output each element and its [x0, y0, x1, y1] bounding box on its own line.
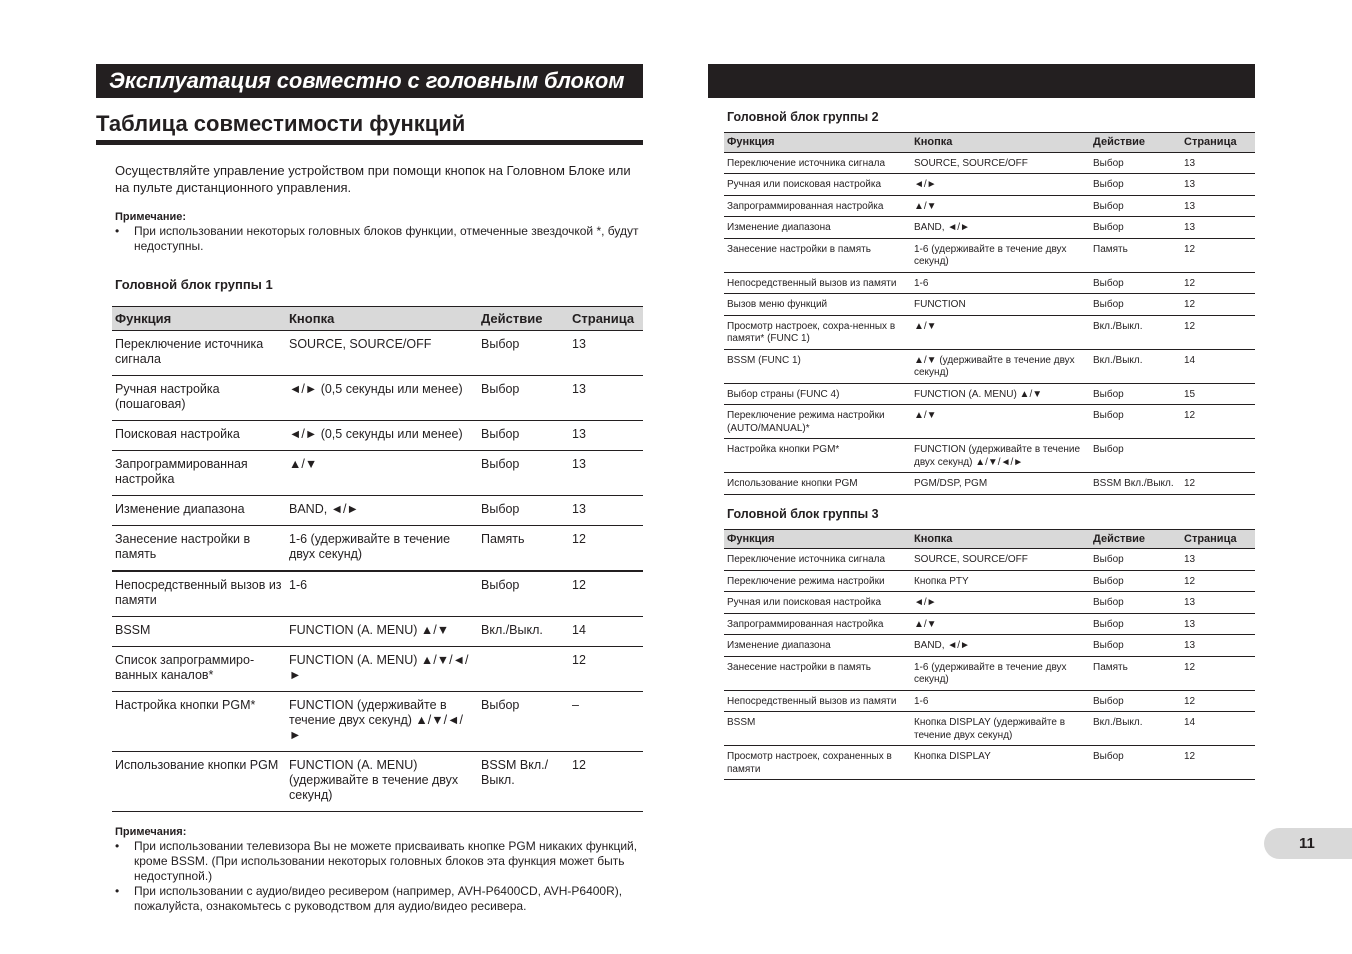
button-cell: ◄/► — [911, 174, 1090, 196]
table-row — [724, 656, 1255, 690]
action-cell: Выбор — [1090, 405, 1181, 439]
function-cell: Переключение режима настройки (AUTO/MANUAL)* — [724, 405, 911, 439]
button-cell: Кнопка PTY — [911, 570, 1090, 592]
page-title: Таблица совместимости функций — [96, 110, 643, 145]
function-cell: Поисковая настройка — [112, 421, 286, 451]
button-cell: FUNCTION — [911, 294, 1090, 316]
bullet-text: При использовании некоторых головных блоков функции, отмеченные звездочкой *, будут недоступны. — [134, 224, 639, 253]
table-row — [724, 635, 1255, 657]
function-cell: Переключение режима настройки — [724, 570, 911, 592]
table-row — [724, 383, 1255, 405]
table-row — [724, 349, 1255, 383]
page-cell: 13 — [1181, 217, 1255, 239]
function-cell: Занесение настройки в память — [112, 526, 286, 572]
action-cell: Память — [1090, 656, 1181, 690]
action-cell: Выбор — [478, 692, 569, 752]
button-cell: ▲/▼ — [911, 315, 1090, 349]
button-cell: BAND, ◄/► — [286, 496, 478, 526]
function-cell: Изменение диапазона — [112, 496, 286, 526]
table-row — [724, 405, 1255, 439]
action-cell: Выбор — [478, 496, 569, 526]
function-cell: Занесение настройки в память — [724, 238, 911, 272]
page-cell: 13 — [569, 331, 643, 376]
function-cell: Настройка кнопки PGM* — [112, 692, 286, 752]
page-cell: 13 — [1181, 195, 1255, 217]
notes-heading: Примечания: — [115, 826, 187, 838]
action-cell: BSSM Вкл./Выкл. — [478, 752, 569, 812]
function-cell: Занесение настройки в память — [724, 656, 911, 690]
table-row — [724, 690, 1255, 712]
section-title: Эксплуатация совместно с головным блоком — [96, 64, 643, 98]
function-cell: Запрограммированная настройка — [724, 613, 911, 635]
function-cell: Переключение источника сигнала — [112, 331, 286, 376]
function-cell: Непосредственный вызов из памяти — [724, 690, 911, 712]
table-row — [724, 613, 1255, 635]
function-cell: Просмотр настроек, сохра-ненных в памяти* (FUNC 1) — [724, 315, 911, 349]
header-bar — [708, 64, 1255, 98]
page-cell: 12 — [1181, 405, 1255, 439]
page-cell: 14 — [1181, 712, 1255, 746]
page-cell: 13 — [569, 421, 643, 451]
function-cell: Переключение источника сигнала — [724, 549, 911, 571]
group3-title: Головной блок группы 3 — [727, 506, 879, 521]
action-cell: Выбор — [1090, 439, 1181, 473]
bullet-dot: • — [115, 224, 120, 238]
button-cell: SOURCE, SOURCE/OFF — [911, 549, 1090, 571]
function-cell: Непосредственный вызов из памяти — [724, 272, 911, 294]
page-cell: 13 — [1181, 174, 1255, 196]
table-row — [112, 571, 643, 617]
column-header-action: Действие — [1090, 133, 1181, 153]
action-cell: Выбор — [1090, 570, 1181, 592]
page-cell: 12 — [1181, 294, 1255, 316]
table-row — [724, 174, 1255, 196]
column-header-button: Кнопка — [286, 307, 478, 331]
button-cell: 1-6 (удерживайте в течение двух секунд) — [911, 656, 1090, 690]
button-cell: FUNCTION (A. MENU) (удерживайте в течение двух секунд) — [286, 752, 478, 812]
function-cell: Запрограммированная настройка — [112, 451, 286, 496]
button-cell: FUNCTION (удерживайте в течение двух секунд) ▲/▼/◄/► — [911, 439, 1090, 473]
button-cell: ◄/► (0,5 секунды или менее) — [286, 376, 478, 421]
column-header-button: Кнопка — [911, 529, 1090, 549]
notes-list — [115, 839, 643, 914]
action-cell: Выбор — [1090, 613, 1181, 635]
right-page — [708, 64, 1255, 780]
function-cell: Ручная или поисковая настройка — [724, 592, 911, 614]
function-cell: Использование кнопки PGM — [112, 752, 286, 812]
button-cell: Кнопка DISPLAY (удерживайте в течение двух секунд) — [911, 712, 1090, 746]
page-cell: 12 — [569, 571, 643, 617]
table-row — [724, 746, 1255, 780]
page-cell: – — [569, 692, 643, 752]
table-row — [724, 712, 1255, 746]
column-header-action: Действие — [478, 307, 569, 331]
button-cell: PGM/DSP, PGM — [911, 473, 1090, 495]
page-cell: 12 — [1181, 570, 1255, 592]
column-header-action: Действие — [1090, 529, 1181, 549]
page-cell: 12 — [569, 647, 643, 692]
function-cell: Изменение диапазона — [724, 217, 911, 239]
function-cell: Переключение источника сигнала — [724, 152, 911, 174]
group3-table — [724, 529, 1255, 781]
table-header-row — [112, 307, 643, 331]
button-cell: SOURCE, SOURCE/OFF — [286, 331, 478, 376]
note-heading: Примечание: — [115, 211, 187, 223]
button-cell: SOURCE, SOURCE/OFF — [911, 152, 1090, 174]
action-cell: Выбор — [478, 376, 569, 421]
action-cell: Выбор — [1090, 383, 1181, 405]
action-cell: Выбор — [1090, 152, 1181, 174]
function-cell: Запрограммированная настройка — [724, 195, 911, 217]
page-cell: 13 — [1181, 152, 1255, 174]
table-row — [724, 195, 1255, 217]
page-cell: 12 — [1181, 473, 1255, 495]
bullet-dot: • — [115, 884, 120, 898]
column-header-page: Страница — [1181, 529, 1255, 549]
table-row — [724, 272, 1255, 294]
group1-title: Головной блок группы 1 — [115, 277, 273, 292]
action-cell: Вкл./Выкл. — [1090, 712, 1181, 746]
page-cell: 12 — [1181, 272, 1255, 294]
page-cell: 13 — [1181, 549, 1255, 571]
left-page — [96, 64, 643, 914]
note-list — [115, 224, 643, 254]
table-header-row — [724, 529, 1255, 549]
bullet-item — [115, 224, 643, 254]
table-row — [112, 617, 643, 647]
button-cell: 1-6 — [286, 571, 478, 617]
button-cell: BAND, ◄/► — [911, 217, 1090, 239]
button-cell: 1-6 (удерживайте в течение двух секунд) — [911, 238, 1090, 272]
page-cell: 13 — [1181, 635, 1255, 657]
table-row — [724, 439, 1255, 473]
action-cell: Выбор — [1090, 272, 1181, 294]
page-cell: 13 — [569, 376, 643, 421]
function-cell: Непосредственный вызов из памяти — [112, 571, 286, 617]
function-cell: Изменение диапазона — [724, 635, 911, 657]
intro-paragraph: Осуществляйте управление устройством при помощи кнопок на Головном Блоке или на пульте дистанционного управления. — [115, 163, 631, 195]
function-cell: BSSM — [112, 617, 286, 647]
column-header-function: Функция — [724, 133, 911, 153]
bullet-text: При использовании телевизора Вы не можете присваивать кнопке PGM никаких функций, кроме BSSM. (При использовании некоторых головных блоков эта функция может быть недоступной.) — [134, 839, 638, 883]
action-cell: Выбор — [1090, 690, 1181, 712]
table-row — [724, 473, 1255, 495]
table-row — [724, 294, 1255, 316]
page-cell: 12 — [1181, 690, 1255, 712]
action-cell: Выбор — [1090, 635, 1181, 657]
action-cell: Память — [1090, 238, 1181, 272]
page-cell: 12 — [1181, 238, 1255, 272]
action-cell — [478, 647, 569, 692]
table-row — [112, 526, 643, 572]
table-row — [112, 331, 643, 376]
table-row — [724, 592, 1255, 614]
action-cell: Выбор — [478, 421, 569, 451]
page-cell: 15 — [1181, 383, 1255, 405]
button-cell: ▲/▼ (удерживайте в течение двух секунд) — [911, 349, 1090, 383]
button-cell: BAND, ◄/► — [911, 635, 1090, 657]
table-row — [112, 496, 643, 526]
function-cell: BSSM (FUNC 1) — [724, 349, 911, 383]
action-cell: Вкл./Выкл. — [478, 617, 569, 647]
button-cell: FUNCTION (A. MENU) ▲/▼ — [911, 383, 1090, 405]
table-header-row — [724, 133, 1255, 153]
function-cell: Настройка кнопки PGM* — [724, 439, 911, 473]
page-cell: 12 — [569, 752, 643, 812]
function-cell: Ручная настройка (пошаговая) — [112, 376, 286, 421]
group1-table — [112, 306, 643, 812]
function-cell: Вызов меню функций — [724, 294, 911, 316]
page-cell: 13 — [1181, 613, 1255, 635]
page-cell: 14 — [1181, 349, 1255, 383]
button-cell: FUNCTION (A. MENU) ▲/▼/◄/► — [286, 647, 478, 692]
button-cell: ◄/► — [911, 592, 1090, 614]
table-row — [112, 647, 643, 692]
action-cell: Выбор — [1090, 549, 1181, 571]
button-cell: FUNCTION (A. MENU) ▲/▼ — [286, 617, 478, 647]
button-cell: ▲/▼ — [286, 451, 478, 496]
function-cell: BSSM — [724, 712, 911, 746]
page-cell: 12 — [1181, 746, 1255, 780]
table-row — [724, 152, 1255, 174]
table-row — [112, 692, 643, 752]
column-header-page: Страница — [1181, 133, 1255, 153]
page-cell: 12 — [569, 526, 643, 572]
action-cell: Выбор — [1090, 746, 1181, 780]
page-cell: 12 — [1181, 315, 1255, 349]
column-header-function: Функция — [112, 307, 286, 331]
bullet-item — [115, 884, 643, 914]
bullet-dot: • — [115, 839, 120, 853]
action-cell: Выбор — [1090, 195, 1181, 217]
page-cell — [1181, 439, 1255, 473]
function-cell: Использование кнопки PGM — [724, 473, 911, 495]
action-cell: Вкл./Выкл. — [1090, 349, 1181, 383]
function-cell: Список запрограммиро-ванных каналов* — [112, 647, 286, 692]
button-cell: 1-6 — [911, 690, 1090, 712]
function-cell: Ручная или поисковая настройка — [724, 174, 911, 196]
bullet-item — [115, 839, 643, 884]
column-header-page: Страница — [569, 307, 643, 331]
function-cell: Выбор страны (FUNC 4) — [724, 383, 911, 405]
button-cell: ◄/► (0,5 секунды или менее) — [286, 421, 478, 451]
table-row — [112, 451, 643, 496]
column-header-button: Кнопка — [911, 133, 1090, 153]
page-cell: 13 — [569, 451, 643, 496]
table-row — [724, 570, 1255, 592]
button-cell: ▲/▼ — [911, 405, 1090, 439]
function-cell: Просмотр настроек, сохраненных в памяти — [724, 746, 911, 780]
action-cell: BSSM Вкл./Выкл. — [1090, 473, 1181, 495]
table-row — [724, 238, 1255, 272]
table-row — [112, 752, 643, 812]
action-cell: Выбор — [478, 331, 569, 376]
button-cell: 1-6 — [911, 272, 1090, 294]
action-cell: Выбор — [1090, 174, 1181, 196]
button-cell: 1-6 (удерживайте в течение двух секунд) — [286, 526, 478, 572]
button-cell: Кнопка DISPLAY — [911, 746, 1090, 780]
action-cell: Выбор — [1090, 217, 1181, 239]
page-cell: 12 — [1181, 656, 1255, 690]
action-cell: Выбор — [478, 571, 569, 617]
action-cell: Вкл./Выкл. — [1090, 315, 1181, 349]
group2-title: Головной блок группы 2 — [727, 110, 879, 124]
page-number-tab: 11 — [1264, 828, 1352, 859]
table-row — [724, 315, 1255, 349]
button-cell: ▲/▼ — [911, 195, 1090, 217]
group2-table — [724, 132, 1255, 495]
page-cell: 14 — [569, 617, 643, 647]
action-cell: Выбор — [1090, 294, 1181, 316]
action-cell: Выбор — [1090, 592, 1181, 614]
table-row — [724, 549, 1255, 571]
page-cell: 13 — [1181, 592, 1255, 614]
button-cell: FUNCTION (удерживайте в течение двух секунд) ▲/▼/◄/► — [286, 692, 478, 752]
action-cell: Выбор — [478, 451, 569, 496]
table-row — [112, 421, 643, 451]
button-cell: ▲/▼ — [911, 613, 1090, 635]
bullet-text: При использовании с аудио/видео ресивером (например, AVH-P6400CD, AVH-P6400R), пожалуйста, ознакомьтесь с руководством для аудио/видео ресивера. — [134, 884, 623, 913]
table-row — [724, 217, 1255, 239]
column-header-function: Функция — [724, 529, 911, 549]
action-cell: Память — [478, 526, 569, 572]
table-row — [112, 376, 643, 421]
page-cell: 13 — [569, 496, 643, 526]
